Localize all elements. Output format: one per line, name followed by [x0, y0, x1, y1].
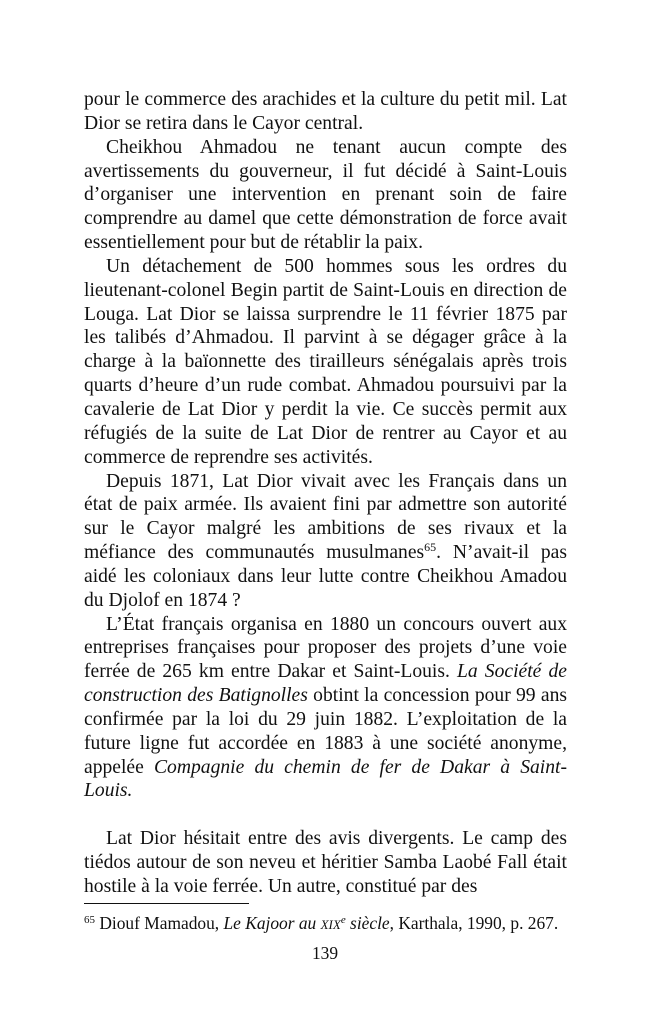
paragraph-5-text-b: obtint la concession pour 99 ans confirmée par la loi du 29 juin 1882. L’exploitation de la future ligne fut accordée en 1883 à une société anonyme, appelée [84, 685, 567, 778]
paragraph-4 [84, 470, 567, 613]
page-number: 139 [311, 943, 339, 963]
paragraph-3: Un détachement de 500 hommes sous les ordres du lieutenant-colonel Begin partit de Saint-Louis en direction de Louga. Lat Dior se laissa surprendre le 11 février 1875 par les talibés d’Ahmadou. Il parvint à se dégager grâce à la charge à la baïonnette des tirailleurs sénégalais après trois quarts d’heure d’un rude combat. Ahmadou poursuivi par la cavalerie de Lat Dior y perdit la vie. Ce succès permit aux réfugiés de la suite de Lat Dior de rentrer au Cayor et au commerce de reprendre ses activités. [84, 255, 567, 468]
paragraph-1: pour le commerce des arachides et la culture du petit mil. Lat Dior se retira dans le Cayor central. [84, 89, 567, 134]
footnote-reference: 65 [424, 540, 437, 555]
paragraph-4-text-a: Depuis 1871, Lat Dior vivait avec les Français dans un état de paix armée. Ils avaient fini par admettre son autorité sur le Cayor malgré les ambitions de ses rivaux et la méfiance des communautés musulmanes [84, 470, 567, 564]
footnote-title-part-b: siècle [345, 913, 390, 933]
page-body [84, 88, 567, 899]
footnote-author: Diouf Mamadou, [95, 913, 224, 933]
footnote-century-sup: e [340, 914, 346, 926]
paragraph-2: Cheikhou Ahmadou ne tenant aucun compte des avertissements du gouverneur, il fut décidé à Saint-Louis d’organiser une intervention en prenant soin de faire comprendre au damel que cette démonstration de force avait essentiellement pour but de rétablir la paix. [84, 136, 567, 254]
railway-company-italic: Compagnie du chemin de fer de Dakar à Saint-Louis. [84, 756, 567, 802]
footnote-number: 65 [84, 914, 95, 926]
footnote-title-part-a: Le Kajoor au [223, 913, 321, 933]
paragraph-5-text-a: L’État français organisa en 1880 un concours ouvert aux entreprises françaises pour proposer des projets d’une voie ferrée de 265 km entre Dakar et Saint-Louis. [84, 613, 567, 683]
footnote-century: XIX [320, 917, 341, 932]
footnote-book-title [223, 913, 389, 933]
company-name-italic: La Société de construction des Batignolles [84, 661, 567, 707]
paragraph-4-text-b: . N’avait-il pas aidé les coloniaux dans leur lutte contre Cheikhou Amadou du Djolof en 1874 ? [84, 542, 567, 611]
footnote-publisher: , Karthala, 1990, p. 267. [389, 913, 559, 933]
footnote [84, 912, 567, 936]
paragraph-spacer [84, 803, 567, 827]
paragraph-6: Lat Dior hésitait entre des avis divergents. Le camp des tiédos autour de son neveu et héritier Samba Laobé Fall était hostile à la voie ferrée. Un autre, constitué par des [84, 828, 567, 897]
footnote-rule [84, 903, 249, 904]
paragraph-5 [84, 613, 567, 804]
